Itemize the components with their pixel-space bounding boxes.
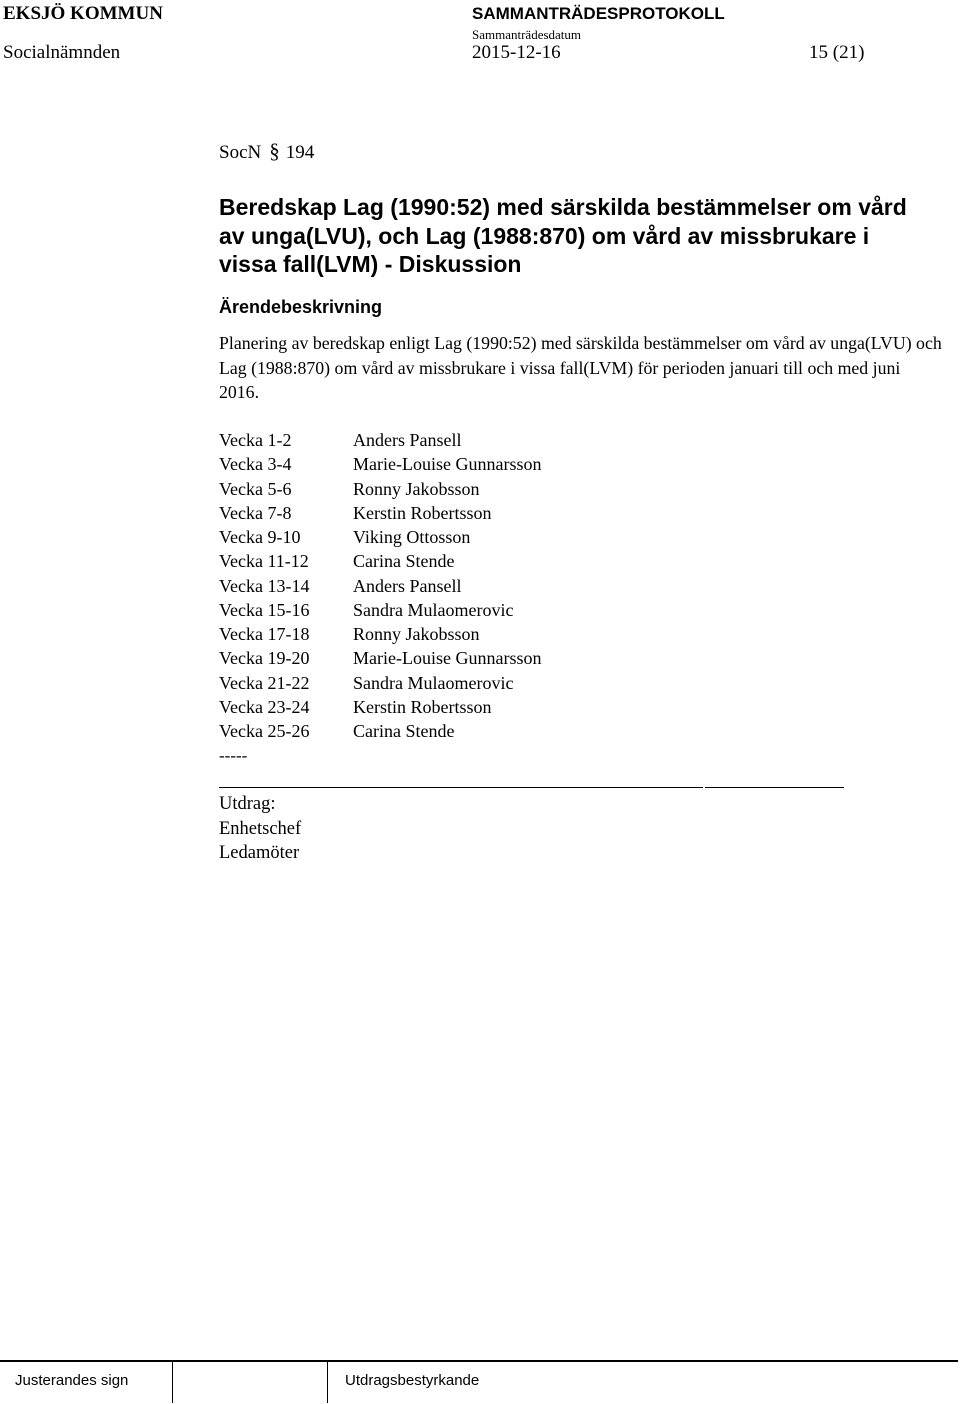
schedule-row	[219, 477, 541, 501]
document-type: SAMMANTRÄDESPROTOKOLL	[472, 4, 725, 23]
schedule-row	[219, 428, 541, 452]
schedule-person: Kerstin Robertsson	[353, 502, 492, 523]
extract-label: Utdrag:	[219, 794, 276, 814]
schedule-row	[219, 719, 541, 743]
section-title: Beredskap Lag (1990:52) med särskilda bestämmelser om vård av unga(LVU), och Lag (1988:870) om vård av missbrukare i vissa fall(LVM) - Diskussion	[219, 194, 907, 277]
schedule-person: Carina Stende	[353, 551, 455, 572]
schedule-weeks: Vecka 17-18	[219, 624, 310, 644]
certification-label: Utdragsbestyrkande	[345, 1372, 480, 1389]
section-number: 194	[285, 142, 315, 163]
schedule-person: Sandra Mulaomerovic	[353, 672, 514, 693]
schedule-person: Anders Pansell	[353, 430, 462, 450]
schedule-row	[219, 549, 541, 573]
footer-divider	[327, 1361, 328, 1403]
schedule-row	[219, 574, 541, 598]
organization-name: EKSJÖ KOMMUN	[3, 3, 163, 24]
schedule-person: Carina Stende	[353, 721, 455, 741]
schedule-person: Sandra Mulaomerovic	[353, 599, 514, 620]
schedule-person: Marie-Louise Gunnarsson	[353, 454, 542, 475]
footer-rule	[0, 1360, 958, 1362]
schedule-weeks: Vecka 5-6	[219, 478, 292, 499]
schedule-row	[219, 646, 541, 670]
schedule-person: Viking Ottosson	[353, 527, 471, 547]
schedule-row	[219, 452, 541, 476]
horizontal-rule	[219, 787, 703, 788]
schedule-weeks: Vecka 21-22	[219, 672, 310, 693]
schedule-row	[219, 525, 541, 549]
case-description: Planering av beredskap enligt Lag (1990:52) med särskilda bestämmelser om vård av unga(LVU) och Lag (1988:870) om vård av missbrukare i vissa fall(LVM) för perioden januari till och med juni 2016.	[219, 333, 942, 402]
section-identifier	[219, 139, 314, 164]
section-subheading: Ärendebeskrivning	[219, 297, 383, 317]
schedule-weeks: Vecka 11-12	[219, 551, 309, 572]
schedule-person: Ronny Jakobsson	[353, 624, 480, 644]
schedule-person: Kerstin Robertsson	[353, 696, 492, 717]
schedule-person: Ronny Jakobsson	[353, 478, 480, 499]
schedule-weeks: Vecka 1-2	[219, 430, 292, 450]
signature-label: Justerandes sign	[15, 1372, 129, 1389]
schedule-row	[219, 671, 541, 695]
schedule-weeks: Vecka 19-20	[219, 648, 310, 669]
schedule-weeks: Vecka 13-14	[219, 575, 310, 596]
schedule-person: Anders Pansell	[353, 575, 462, 596]
footer-divider	[172, 1361, 173, 1403]
meeting-date-label: Sammanträdesdatum	[472, 27, 582, 42]
section-prefix: SocN	[219, 142, 262, 163]
schedule-weeks: Vecka 9-10	[219, 527, 301, 547]
extract-block	[219, 792, 301, 866]
schedule-row	[219, 622, 541, 646]
schedule-weeks: Vecka 7-8	[219, 502, 292, 523]
schedule-weeks: Vecka 25-26	[219, 721, 310, 741]
schedule-weeks: Vecka 15-16	[219, 599, 310, 620]
schedule-row	[219, 695, 541, 719]
schedule-weeks: Vecka 23-24	[219, 696, 310, 717]
schedule-person: Marie-Louise Gunnarsson	[353, 648, 542, 669]
schedule-row	[219, 501, 541, 525]
horizontal-rule-short	[705, 787, 844, 788]
committee-name: Socialnämnden	[3, 42, 121, 63]
schedule-row	[219, 598, 541, 622]
separator-dashes: -----	[219, 746, 248, 765]
duty-schedule	[219, 428, 541, 743]
paragraph-sign: §	[269, 139, 280, 163]
schedule-weeks: Vecka 3-4	[219, 454, 292, 475]
page-number: 15 (21)	[809, 42, 865, 63]
extract-recipient: Ledamöter	[219, 843, 300, 863]
meeting-date: 2015-12-16	[472, 42, 561, 63]
extract-recipient: Enhetschef	[219, 818, 302, 839]
